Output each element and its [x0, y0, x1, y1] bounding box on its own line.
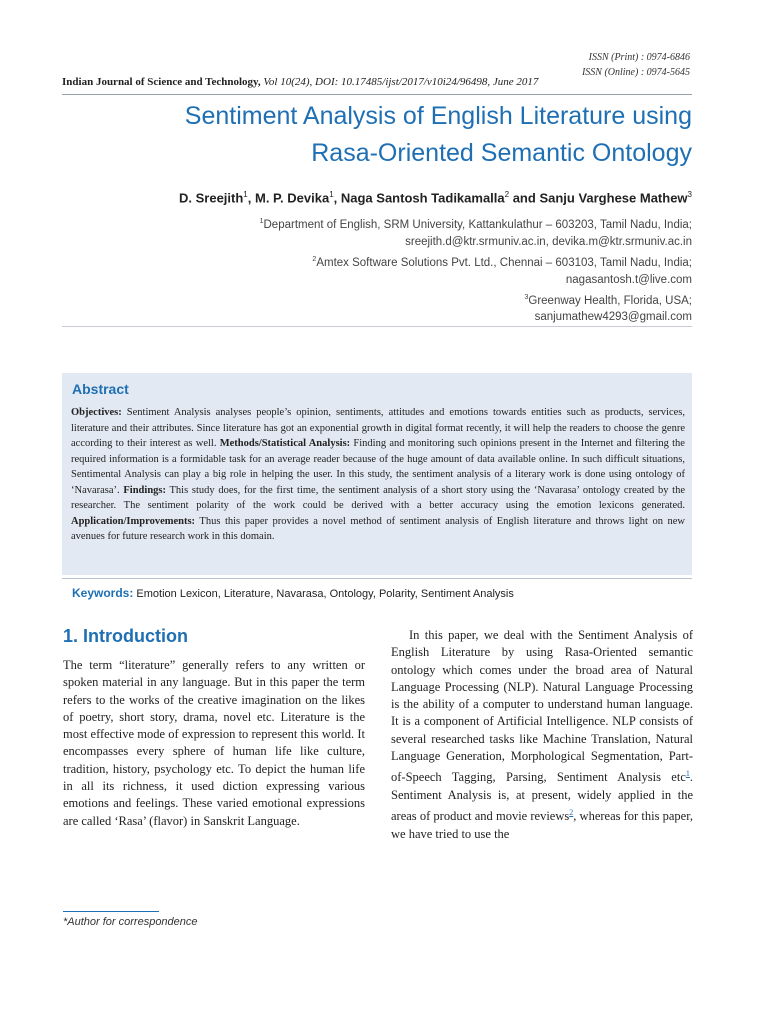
- intro-paragraph-left: The term “literature” generally refers to any written or spoken material in any language. But in this paper the term refers to the works of the creative imagination on the likes of poetry, short story, drama, novel etc. Literature is the most effective mode of expression to represent this world. It encompasses every sphere of human life like culture, tradition, history, psychology etc. To depict the human life in all its richness, it used diction expressing various emotions and feelings. These varied emotional expressions are called ‘Rasa’ (flavor) in Sanskrit Language.: [63, 658, 365, 828]
- paper-title: [92, 98, 692, 172]
- affiliation-2: [260, 251, 692, 272]
- keywords-divider: [62, 578, 692, 579]
- affiliation-text: Amtex Software Solutions Pvt. Ltd., Chennai – 603103, Tamil Nadu, India;: [316, 256, 692, 269]
- keywords-text: Emotion Lexicon, Literature, Navarasa, Ontology, Polarity, Sentiment Analysis: [133, 588, 514, 600]
- author-separator: ,: [247, 190, 255, 206]
- column-right: [391, 627, 693, 843]
- issn-print: ISSN (Print) : 0974-6846: [588, 52, 690, 63]
- abstract-heading: Abstract: [72, 381, 129, 397]
- abstract-body: [71, 405, 685, 545]
- objectives-text: Sentiment Analysis analyses people’s opinion, sentiments, attitudes and emotions towards entities such as products, services, literature and their attributes. Since literature has got an exponential growth in digital format recently, it will help the readers to choose the genre according to their interest as well.: [71, 407, 685, 449]
- abstract-box: [62, 373, 692, 575]
- affiliation-divider: [62, 326, 692, 327]
- methods-label: Methods/Statistical Analysis:: [219, 438, 351, 449]
- keywords-label: Keywords:: [72, 586, 134, 600]
- author-affiliation-mark: 1: [243, 190, 248, 199]
- author-name: Sanju Varghese Mathew: [539, 190, 688, 206]
- methods-text: Finding and monitoring such opinions present in the Internet and filtering the required information is a formidable task for an average reader because of the huge amount of data available online. In such difficult situations, Sentimental Analysis can play a big role in helping the user. In this study, the sentiment analysis of a literary work is done using ontology of ‘Navarasa’.: [71, 438, 685, 496]
- author-affiliation-mark: 3: [687, 190, 692, 199]
- footnote-divider: [63, 911, 159, 912]
- affiliation-text: Department of English, SRM University, Kattankulathur – 603203, Tamil Nadu, India;: [263, 218, 692, 231]
- title-line-1: Sentiment Analysis of English Literature using: [184, 102, 692, 130]
- author-separator: ,: [333, 190, 341, 206]
- affiliation-mark: 3: [524, 293, 529, 301]
- intro-text-part-1: In this paper, we deal with the Sentiment Analysis of English Literature by using Rasa-Oriented semantic ontology which comes under the broad area of Natural Language Processing (NLP). Natural Language Processing is the ability of a computer to understand human language. It is a component of Artificial Intelligence. NLP consists of several researched tasks like Machine Translation, Natural Language Generation, Morphological Segmentation, Part-of-Speech Tagging, Parsing, Sentiment Analysis etc: [391, 628, 693, 785]
- author-list: [179, 190, 692, 205]
- author-name: M. P. Devika: [254, 190, 330, 206]
- affiliation-mark: 1: [259, 218, 264, 225]
- column-left: [63, 657, 365, 830]
- issn-online: ISSN (Online) : 0974-5645: [581, 67, 690, 78]
- intro-text-part-3: , whereas for this paper, we have tried to use the: [391, 809, 693, 841]
- issn-block: [582, 50, 690, 80]
- journal-name: Indian Journal of Science and Technology,: [62, 76, 261, 88]
- journal-citation: [62, 76, 538, 88]
- citation-link-2[interactable]: 2: [569, 808, 574, 818]
- header-divider: [62, 94, 692, 95]
- citation-link-1[interactable]: 1: [685, 769, 690, 779]
- objectives-label: Objectives:: [71, 407, 122, 418]
- application-text: Thus this paper provides a novel method of sentiment analysis of English literature and throws light on new avenues for future research work in this domain.: [71, 515, 685, 542]
- author-affiliation-mark: 1: [329, 190, 334, 199]
- title-line-2: Rasa-Oriented Semantic Ontology: [311, 139, 692, 167]
- findings-label: Findings:: [123, 484, 166, 496]
- application-label: Application/Improvements:: [71, 515, 196, 527]
- intro-text-part-2: . Sentiment Analysis is, at present, widely applied in the areas of product and movie reviews: [391, 770, 693, 824]
- author-affiliation-mark: 2: [504, 190, 510, 199]
- keywords-line: [72, 586, 514, 600]
- affiliation-1: [260, 213, 692, 234]
- author-name: Naga Santosh Tadikamalla: [340, 190, 505, 206]
- author-separator: and: [509, 190, 540, 206]
- affiliations: [260, 213, 692, 326]
- author-name: D. Sreejith: [179, 190, 244, 206]
- affiliation-mark: 2: [312, 255, 317, 263]
- affiliation-1-emails[interactable]: sreejith.d@ktr.srmuniv.ac.in, devika.m@ktr.srmuniv.ac.in: [405, 235, 692, 248]
- affiliation-3: [260, 289, 692, 310]
- affiliation-text: Greenway Health, Florida, USA;: [528, 294, 692, 307]
- affiliation-3-email[interactable]: sanjumathew4293@gmail.com: [534, 311, 692, 324]
- footnote: *Author for correspondence: [63, 916, 198, 928]
- intro-paragraph-right: [391, 627, 693, 843]
- findings-text: This study does, for the first time, the sentiment analysis of a short story using the ‘Navarasa’ ontology created by the researcher. The sentiment polarity of the work could be derived with a better accuracy using the emotion lexicons generated.: [71, 484, 685, 511]
- affiliation-2-email[interactable]: nagasantosh.t@live.com: [565, 273, 692, 286]
- journal-meta: Vol 10(24), DOI: 10.17485/ijst/2017/v10i24/96498, June 2017: [260, 76, 539, 88]
- section-title: 1. Introduction: [63, 626, 188, 646]
